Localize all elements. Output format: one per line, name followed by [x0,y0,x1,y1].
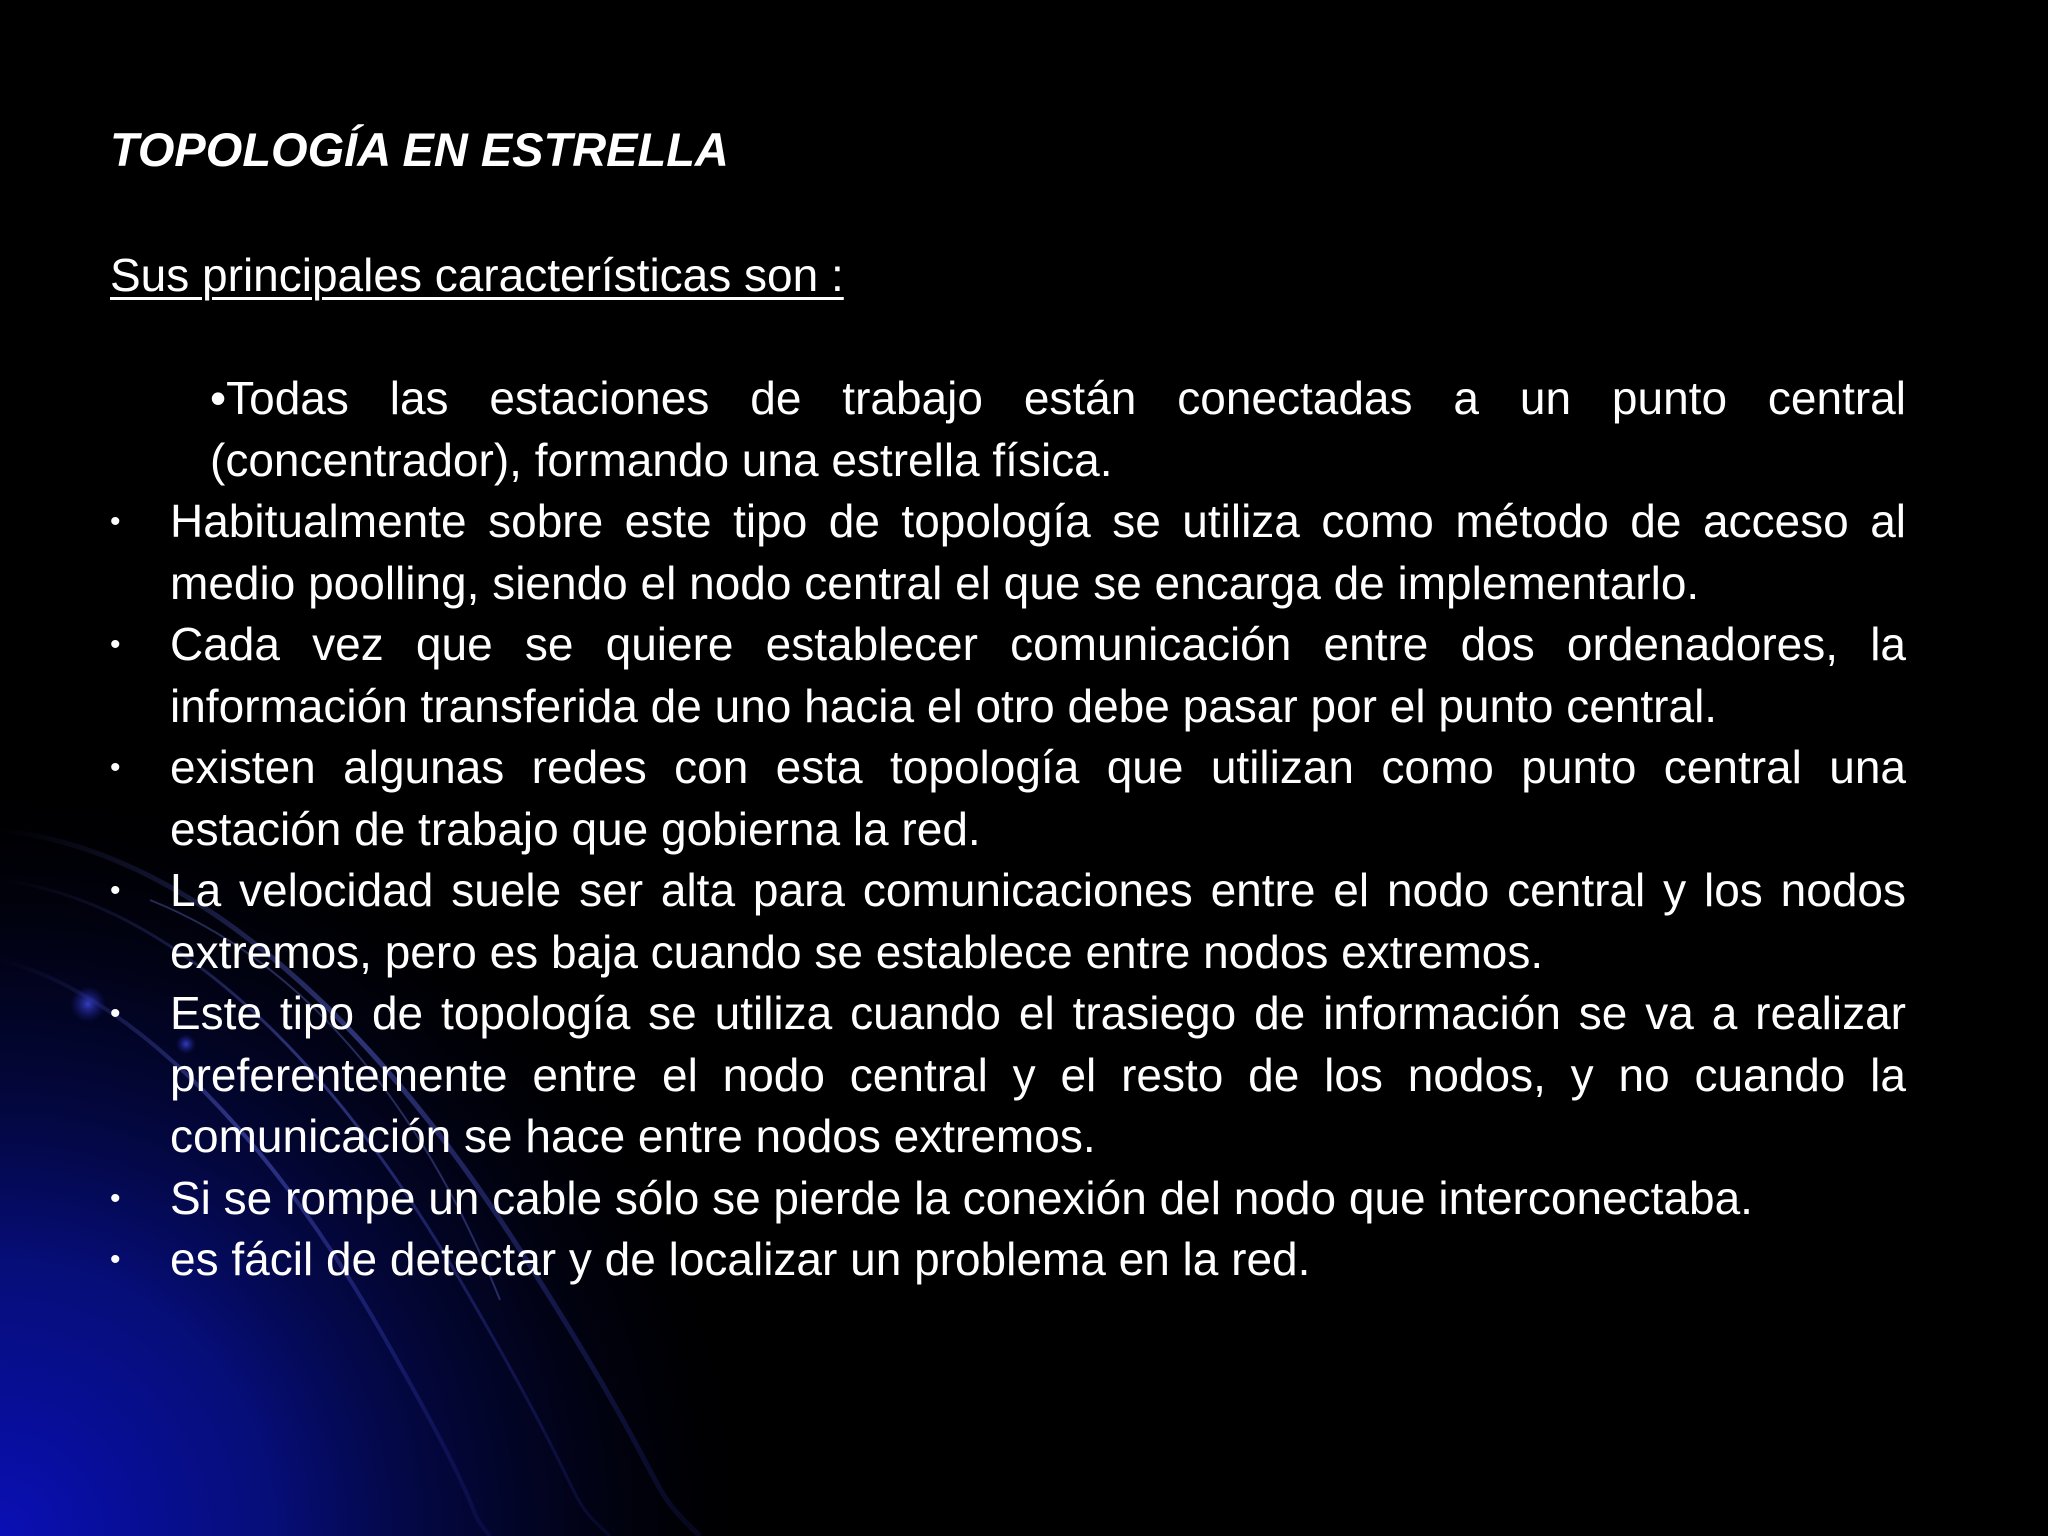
list-item-text: Este tipo de topología se utiliza cuando el trasiego de información se va a realizar preferentemente entre el nodo central y el resto de los nodos, y no cuando la comunicación se hace entre nodos extremos. [170,987,1906,1162]
slide-subtitle: Sus principales características son : [110,249,844,301]
bullet-icon: • [110,997,121,1030]
list-item-text: Cada vez que se quiere establecer comunicación entre dos ordenadores, la información transferida de uno hacia el otro debe pasar por el punto central. [170,618,1906,732]
bullet-icon: • [110,874,121,907]
slide-title: TOPOLOGÍA EN ESTRELLA [110,123,729,176]
list-item-text: Si se rompe un cable sólo se pierde la conexión del nodo que interconectaba. [170,1171,1753,1224]
list-item [110,614,1906,737]
first-bullet-item: •Todas las estaciones de trabajo están conectadas a un punto central (concentrador), formando una estrella física. [210,372,1906,486]
bullet-list [110,491,1906,1291]
bullet-icon: • [110,751,121,784]
bullet-icon: • [110,1181,121,1215]
list-item [110,1229,1906,1291]
list-item [110,737,1906,860]
list-item-text: Habitualmente sobre este tipo de topología se utiliza como método de acceso al medio poolling, siendo el nodo central el que se encarga de implementarlo. [170,495,1906,609]
list-item [110,983,1906,1168]
bullet-icon: • [110,1243,121,1276]
bullet-icon: • [110,505,121,538]
list-item [110,860,1906,983]
list-item [110,1168,1906,1230]
list-item [110,491,1906,614]
list-item-text: La velocidad suele ser alta para comunicaciones entre el nodo central y los nodos extremos, pero es baja cuando se establece entre nodos extremos. [170,864,1906,978]
list-item-text: existen algunas redes con esta topología que utilizan como punto central una estación de trabajo que gobierna la red. [170,741,1906,855]
list-item-text: es fácil de detectar y de localizar un problema en la red. [170,1233,1311,1285]
bullet-icon: • [110,628,121,661]
